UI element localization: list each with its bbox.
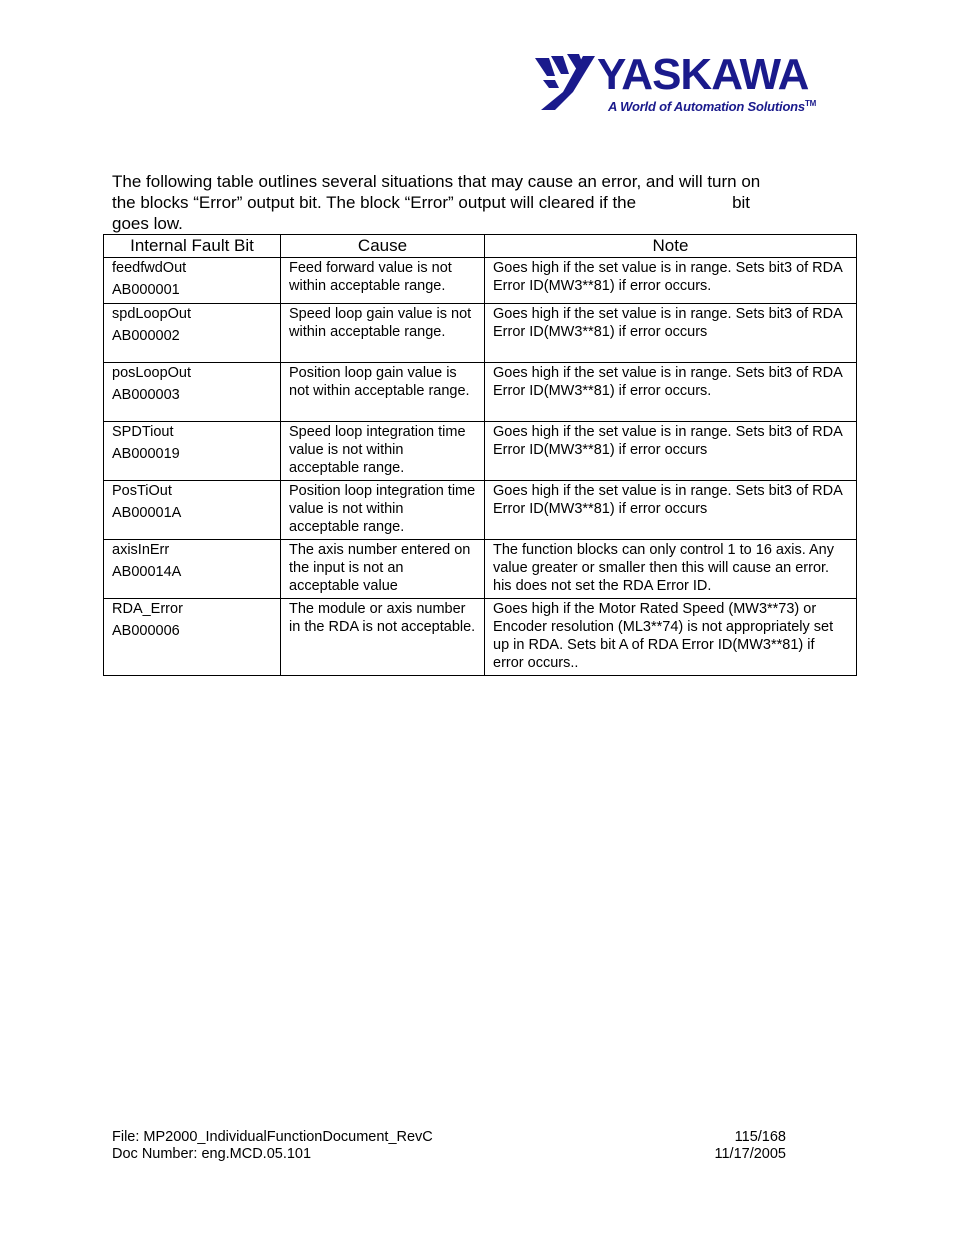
cause-cell: Speed loop integration time value is not within acceptable range. [281, 422, 485, 481]
cause-cell: Position loop gain value is not within acceptable range. [281, 363, 485, 422]
table-row [104, 599, 857, 676]
fault-bit-cell [104, 422, 281, 481]
footer-page-number: 115/168 [734, 1129, 786, 1145]
note-cell: Goes high if the set value is in range. Sets bit3 of RDA Error ID(MW3**81) if error occurs [485, 481, 857, 540]
fault-bit-cell [104, 481, 281, 540]
footer-doc-number: Doc Number: eng.MCD.05.101 [112, 1146, 312, 1162]
intro-line-1: The following table outlines several situations that may cause an error, and will turn on [112, 172, 761, 191]
fault-bit-cell [104, 363, 281, 422]
company-name: YASKAWA [597, 50, 809, 99]
intro-line-2: the blocks “Error” output bit. The block “Error” output will cleared if the bit [112, 193, 751, 212]
table-row [104, 304, 857, 363]
fault-bit-name: axisInErr [112, 542, 170, 558]
table-row [104, 481, 857, 540]
fault-bit-address: AB00014A [112, 564, 182, 580]
note-cell: Goes high if the set value is in range. Sets bit3 of RDA Error ID(MW3**81) if error occurs [485, 304, 857, 363]
fault-bit-address: AB000002 [112, 328, 180, 344]
fault-bit-address: AB000003 [112, 387, 180, 403]
column-header-note: Note [485, 235, 857, 258]
intro-paragraph [112, 171, 842, 234]
column-header-fault-bit: Internal Fault Bit [104, 235, 281, 258]
fault-bit-cell [104, 599, 281, 676]
footer-file-info [112, 1129, 433, 1163]
fault-bit-address: AB000019 [112, 446, 180, 462]
fault-bit-address: AB00001A [112, 505, 182, 521]
yaskawa-mark-icon [533, 52, 595, 112]
fault-bit-cell [104, 258, 281, 304]
table-row [104, 540, 857, 599]
column-header-cause: Cause [281, 235, 485, 258]
table-row [104, 363, 857, 422]
intro-line-3: goes low. [112, 214, 183, 233]
note-cell: Goes high if the Motor Rated Speed (MW3**73) or Encoder resolution (ML3**74) is not appropriately set up in RDA. Sets bit A of RDA Error ID(MW3**81) if error occurs.. [485, 599, 857, 676]
note-cell: Goes high if the set value is in range. Sets bit3 of RDA Error ID(MW3**81) if error occurs [485, 422, 857, 481]
footer-file-name: File: MP2000_IndividualFunctionDocument_RevC [112, 1129, 433, 1145]
fault-bit-address: AB000006 [112, 623, 180, 639]
fault-bit-name: RDA_Error [112, 601, 183, 617]
note-cell: Goes high if the set value is in range. Sets bit3 of RDA Error ID(MW3**81) if error occurs. [485, 363, 857, 422]
fault-bit-name: PosTiOut [112, 483, 172, 499]
fault-bit-cell [104, 304, 281, 363]
trademark: TM [804, 99, 817, 108]
cause-cell: Speed loop gain value is not within acceptable range. [281, 304, 485, 363]
company-tagline: A World of Automation Solutions™ [608, 99, 817, 114]
table-row [104, 258, 857, 304]
cause-cell: The axis number entered on the input is not an acceptable value [281, 540, 485, 599]
table-row [104, 422, 857, 481]
table-header-row [104, 235, 857, 258]
fault-table [103, 234, 857, 676]
note-cell: The function blocks can only control 1 to 16 axis. Any value greater or smaller then this will cause an error. his does not set the RDA Error ID. [485, 540, 857, 599]
footer-page-info [700, 1129, 786, 1163]
footer-date: 11/17/2005 [714, 1146, 786, 1162]
fault-bit-address: AB000001 [112, 282, 180, 298]
fault-bit-name: feedfwdOut [112, 260, 187, 276]
cause-cell: Feed forward value is not within acceptable range. [281, 258, 485, 304]
yaskawa-logo [533, 52, 823, 118]
fault-bit-name: posLoopOut [112, 365, 192, 381]
fault-bit-cell [104, 540, 281, 599]
fault-bit-name: SPDTiout [112, 424, 174, 440]
note-cell: Goes high if the set value is in range. Sets bit3 of RDA Error ID(MW3**81) if error occurs. [485, 258, 857, 304]
fault-bit-name: spdLoopOut [112, 306, 192, 322]
cause-cell: The module or axis number in the RDA is not acceptable. [281, 599, 485, 676]
cause-cell: Position loop integration time value is not within acceptable range. [281, 481, 485, 540]
